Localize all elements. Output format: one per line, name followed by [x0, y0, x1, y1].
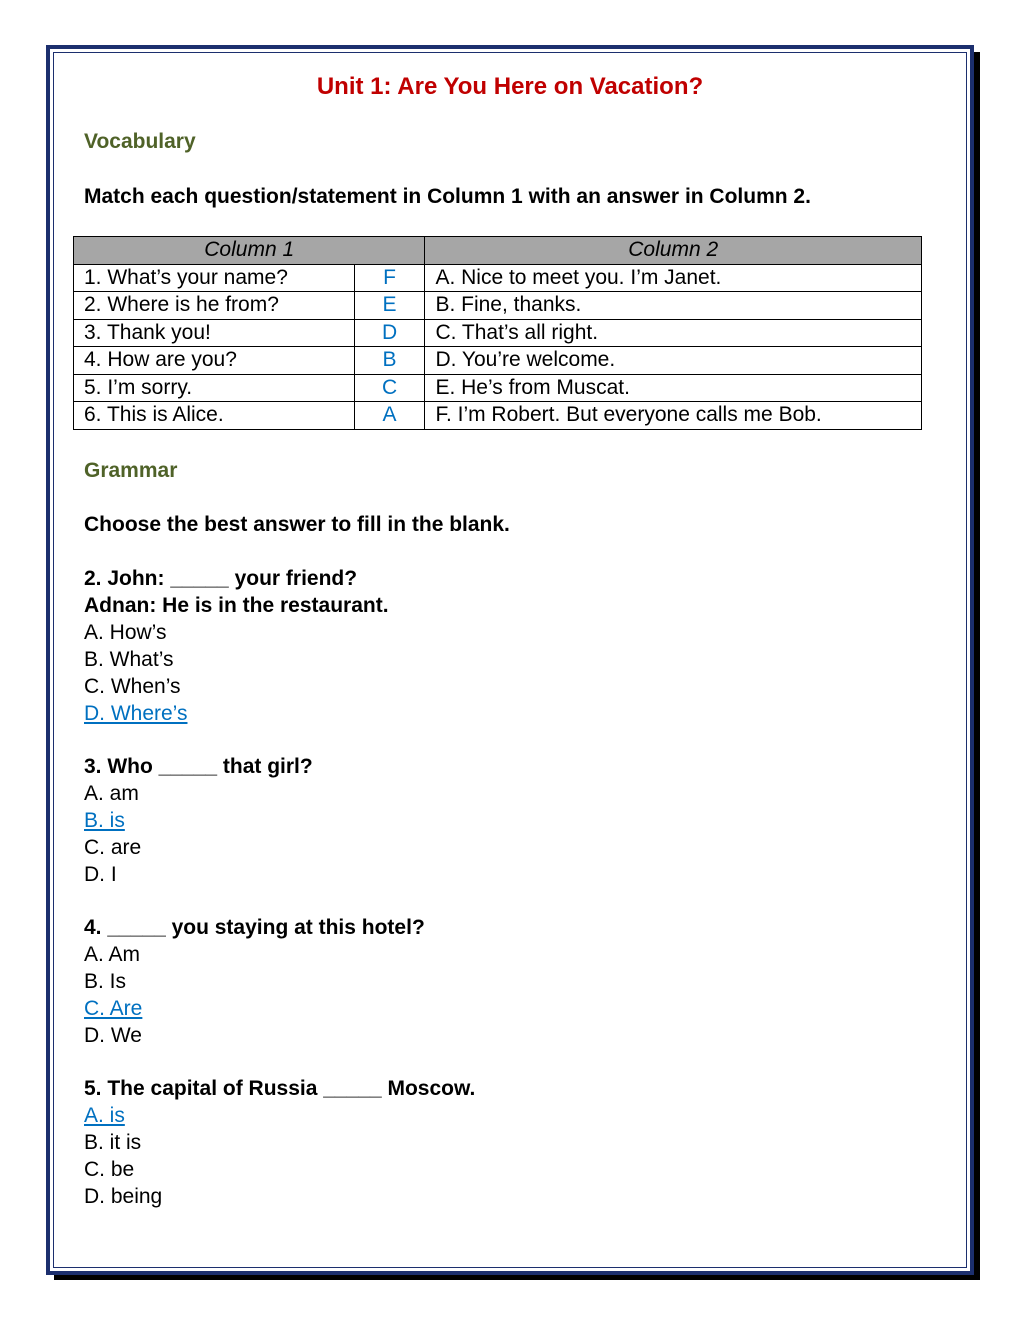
matching-table [73, 236, 922, 430]
question-text: 5. The capital of Russia _____ Moscow. [84, 1077, 476, 1100]
table-row [74, 374, 922, 402]
answer-option: A. How’s [84, 621, 167, 644]
grammar-heading: Grammar [84, 459, 178, 482]
column1-header: Column 1 [74, 237, 425, 265]
answer-cell: E [354, 292, 425, 320]
question-text: Adnan: He is in the restaurant. [84, 594, 389, 617]
question-cell: 5. I’m sorry. [74, 374, 355, 402]
answer-option: C. When’s [84, 675, 181, 698]
answer-option: B. it is [84, 1131, 142, 1154]
answer-option: D. being [84, 1185, 163, 1208]
question-5 [84, 1075, 475, 1210]
answer-option: B. What’s [84, 648, 174, 671]
answer-option: B. Is [84, 970, 127, 993]
answer-option: C. are [84, 836, 142, 859]
vocabulary-instruction: Match each question/statement in Column 1 with an answer in Column 2. [84, 185, 811, 208]
answer-option: A. am [84, 782, 139, 805]
correct-answer-option: A. is [84, 1104, 125, 1127]
answer-option: D. I [84, 863, 117, 886]
answer-cell: B [354, 347, 425, 375]
option-cell: F. I’m Robert. But everyone calls me Bob. [425, 402, 922, 430]
vocabulary-heading: Vocabulary [84, 130, 196, 153]
answer-cell: F [354, 264, 425, 292]
table-header-row [74, 237, 922, 265]
answer-cell: D [354, 319, 425, 347]
question-text: 4. _____ you staying at this hotel? [84, 916, 425, 939]
answer-option: C. be [84, 1158, 135, 1181]
option-cell: E. He’s from Muscat. [425, 374, 922, 402]
column2-header: Column 2 [425, 237, 922, 265]
table-row [74, 264, 922, 292]
question-text: 2. John: _____ your friend? [84, 567, 358, 590]
question-3 [84, 753, 313, 888]
table-row [74, 292, 922, 320]
grammar-instruction: Choose the best answer to fill in the blank. [84, 513, 510, 536]
question-text: 3. Who _____ that girl? [84, 755, 313, 778]
answer-option: A. Am [84, 943, 141, 966]
question-cell: 3. Thank you! [74, 319, 355, 347]
table-row [74, 319, 922, 347]
question-2 [84, 565, 389, 727]
answer-option: D. We [84, 1024, 142, 1047]
question-cell: 2. Where is he from? [74, 292, 355, 320]
answer-cell: C [354, 374, 425, 402]
question-cell: 6. This is Alice. [74, 402, 355, 430]
question-cell: 1. What’s your name? [74, 264, 355, 292]
table-row [74, 402, 922, 430]
option-cell: B. Fine, thanks. [425, 292, 922, 320]
correct-answer-option: D. Where’s [84, 702, 188, 725]
option-cell: C. That’s all right. [425, 319, 922, 347]
correct-answer-option: B. is [84, 809, 125, 832]
option-cell: A. Nice to meet you. I’m Janet. [425, 264, 922, 292]
page-title: Unit 1: Are You Here on Vacation? [316, 73, 704, 100]
question-cell: 4. How are you? [74, 347, 355, 375]
option-cell: D. You’re welcome. [425, 347, 922, 375]
table-row [74, 347, 922, 375]
answer-cell: A [354, 402, 425, 430]
correct-answer-option: C. Are [84, 997, 143, 1020]
question-4 [84, 914, 425, 1049]
